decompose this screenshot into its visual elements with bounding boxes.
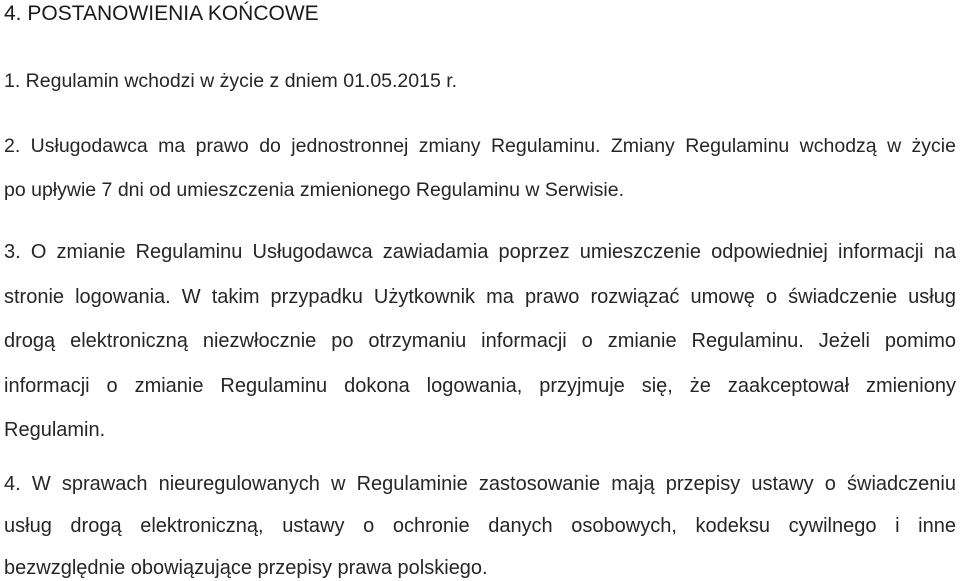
paragraph-line: drogą elektroniczną niezwłocznie po otrzymaniu informacji o zmianie Regulaminu. Jeżeli pomimo xyxy=(4,330,956,352)
paragraph-line: po upływie 7 dni od umieszczenia zmienionego Regulaminu w Serwisie. xyxy=(4,179,624,201)
paragraph-4 xyxy=(4,463,956,581)
paragraph-line: 3. O zmianie Regulaminu Usługodawca zawiadamia poprzez umieszczenie odpowiedniej informacji na xyxy=(4,241,956,263)
paragraph-line: stronie logowania. W takim przypadku Użytkownik ma prawo rozwiązać umowę o świadczenie usług xyxy=(4,285,956,308)
paragraph-line: 4. W sprawach nieuregulowanych w Regulaminie zastosowanie mają przepisy ustawy o świadczeniu xyxy=(4,473,956,495)
paragraph-line: bezwzględnie obowiązujące przepisy prawa polskiego. xyxy=(4,557,488,579)
paragraph-line: usług drogą elektroniczną, ustawy o ochronie danych osobowych, kodeksu cywilnego i inne xyxy=(4,515,956,537)
paragraph-3 xyxy=(4,230,956,453)
paragraph-line: Regulamin. xyxy=(4,419,106,441)
paragraph-line: 2. Usługodawca ma prawo do jednostronnej zmiany Regulaminu. Zmiany Regulaminu wchodzą w życie xyxy=(4,135,956,157)
paragraph-2 xyxy=(4,124,956,212)
paragraph-line: informacji o zmianie Regulaminu dokona logowania, przyjmuje się, że zaakceptował zmieniony xyxy=(4,374,956,397)
paragraph-1 xyxy=(4,60,457,102)
paragraph-line: 1. Regulamin wchodzi w życie z dniem 01.05.2015 r. xyxy=(4,70,458,92)
section-heading: 4. POSTANOWIENIA KOŃCOWE xyxy=(4,2,319,25)
